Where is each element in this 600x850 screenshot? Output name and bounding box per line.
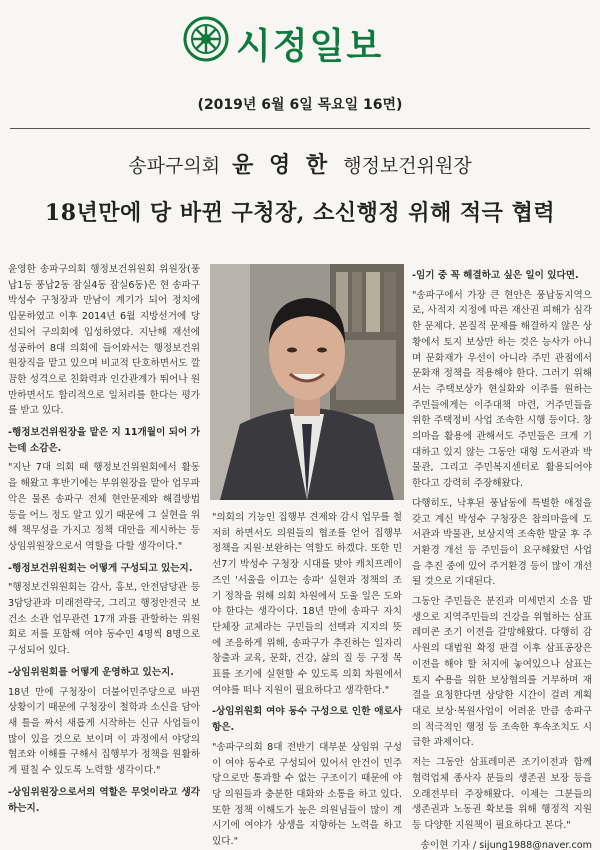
header-rule (10, 128, 590, 129)
subhead-prefix: 송파구의회 (128, 155, 221, 177)
portrait-photo (210, 264, 404, 500)
subhead (0, 148, 600, 179)
article-paragraph: "지난 7대 의회 때 행정보건위원회에서 활동을 해왔고 후반기에는 부위원장을 맡아 업무파악은 물론 송파구 전체 현안문제와 해결방법 등을 어느 정도 알고 있기 때문에 그 실현을 위해 책무성을 가지고 정책 대안을 제시하는 등 상임위원장으로서 역할을 다할 생각이다." (8, 462, 200, 552)
article-paragraph: 그동안 주민들은 분진과 미세먼지 소음 발생으로 지역주민들의 건강을 위협하는 삼표레미콘 조기 이전을 갈망해왔다. 다행히 감사원의 대법원 확정 판결 이후 삼표공장은 이전을 해야 할 처지에 놓여있으나 삼표는 토지 수용을 위한 보상협의를 거부하며 재결을 요청한다면 상당한 시간이 걸려 계획대로 보상·복원사업이 어려운 만큼 송파구의 적극적인 행정 등 조속한 후속조치도 시급한 과제이다. (412, 596, 592, 749)
masthead (0, 12, 600, 72)
article-paragraph: "의회의 기능인 집행부 견제와 감시 업무를 철저히 하면서도 의원들의 협조를 얻어 집행부 정책을 지원·보완하는 역할도 하겠다. 또한 민선7기 박성수 구청장 시대를 맞아 캐치프레이즈인 '서울을 이끄는 송파' 실현과 정책의 조기 정착을 위해 의회 차원에서 도울 일은 도와야 한다는 생각이다. 18년 만에 송파구 자치 단체장 교체라는 구민들의 선택과 지지의 뜻에 조응하게 위해, 송파구가 추진하는 일자리 창출과 교육, 문화, 건강, 삶의 질 등 구정 목표를 조기에 실현할 수 있도록 의회 차원에서 여야를 떠나 지원이 필요하다고 생각한다." (212, 512, 402, 696)
interview-question: -행정보건위원회는 어떻게 구성되고 있는지. (8, 562, 193, 574)
article-paragraph: 다행히도, 낙후된 풍납동에 특별한 애정을 갖고 계신 박성수 구청장은 참의마을에 도서관과 박물관, 보상지역 조속한 발굴 후 주거환경 개선 등 주민들이 요구해왔던 사업을 추진 중에 있어 주거환경 등이 많이 개선 될 것으로 기대된다. (412, 497, 592, 588)
interview-question: -상임위원장으로서의 역할은 무엇이라고 생각하는지. (8, 786, 200, 814)
article-paragraph: 18년 만에 구청장이 더불어민주당으로 바뀐 상황이기 때문에 구청장이 철학과 소신을 담아 새 틀을 짜서 새롭게 시작하는 신규 사업들이 많이 있을 것으로 보이며 이 과정에서 야당의 협조와 이해를 구해서 집행부가 정책을 원활하게 펼칠 수 있도록 노력할 생각이다." (8, 686, 200, 777)
subhead-suffix: 행정보건위원장 (343, 155, 472, 177)
interview-question: -행정보건위원장을 맡은 지 11개월이 되어 가는데 소감은. (8, 427, 200, 454)
interview-question: -상임위원회 여야 동수 구성으로 인한 애로사항은. (212, 706, 402, 734)
article-column-2 (212, 510, 402, 850)
seal-logo-icon (183, 16, 229, 62)
dateline: (2019년 6월 6일 목요일 16면) (197, 97, 403, 113)
article-paragraph: "행정보건위원회는 감사, 홍보, 안전담당관 등 3담당관과 미래전략국, 그리고 행정안전국 보건소 소관 업무관련 17개 과를 관할하는 위원회로 저를 포함해 여야 동수인 4명씩 8명으로 구성되어 있다. (8, 582, 200, 657)
article-paragraph: 저는 그동안 삼표레미콘 조기이전과 함께 협력업체 종사자 분들의 생존권 보장 등을 오래전부터 주장해왔다. 이제는 그분들의 생존권과 노동권 확보를 위해 행정적 지원 등 다양한 지원책이 필요하다고 본다." (412, 757, 592, 831)
article-column-1 (8, 262, 200, 850)
interview-question: -상임위원회를 어떻게 운영하고 있는지. (8, 666, 174, 678)
portrait-photo-icon (210, 264, 404, 500)
article-paragraph: "송파구에서 가장 큰 현안은 풍납동지역으로, 사적지 지정에 따른 재산권 피해가 심각한 문제다. 본질적 문제를 해결하지 않은 상황에서 토지 보상만 하는 것은 능사가 아니며 문화재가 우선이 아니라 주민 관점에서 문화재 정책을 적용해야 한다. 그러기 위해서는 주택보상가 현실화와 이주를 원하는 주민들에게는 이주대책 마련, 거주민들을 위한 주택정비 사업 조속한 시행 등이다. 창의마을 활용에 관해서도 주민들은 크게 기대하고 있지 않는 그동안 대형 도서관과 박물관, 그리고 주민복지센터로 활용되어야 한다고 강력히 주장해왔다. (412, 289, 592, 490)
article-headline: 18년만에 당 바뀐 구청장, 소신행정 위해 적극 협력 (44, 200, 556, 226)
article-paragraph: 윤영한 송파구의회 행정보건위원회 위원장(풍납1동 풍납2동 잠실4동 잠실6동)은 현 송파구 박성수 구청장과 만남이 계기가 되어 정치에 입문하였고 이후 2014년 6월 지방선거에 당선되어 구의회에 입성하였다. 지난해 재선에 성공하여 8대 의회에 들어와서는 행정보건위원장직을 맡고 있으며 비교적 단호하면서도 깔끔한 성격으로 친화력과 인간관계가 뛰어나 원만하면서도 합리적으로 일처리를 한다는 평가를 받고 있다. (8, 264, 200, 417)
reporter-byline: 송이현 기자 / sijung1988@naver.com (420, 839, 592, 850)
article-paragraph: "송파구의회 8대 전반기 대부분 상임위 구성이 여야 동수로 구성되어 있어서 안건이 민주당으로만 통과할 수 없는 구조이기 때문에 야당 의원들과 충분한 대화와 소통을 하고 있다. 또한 정책 이해도가 높은 의원님들이 많이 계시기에 여야가 상생을 지향하는 노력을 하고 있다." (212, 741, 402, 848)
paper-name: 시정일보 (236, 26, 384, 67)
article-column-3 (412, 262, 592, 850)
subhead-name: 윤 영 한 (232, 153, 332, 178)
interview-question: -임기 중 꼭 해결하고 싶은 일이 있다면. (412, 270, 579, 281)
